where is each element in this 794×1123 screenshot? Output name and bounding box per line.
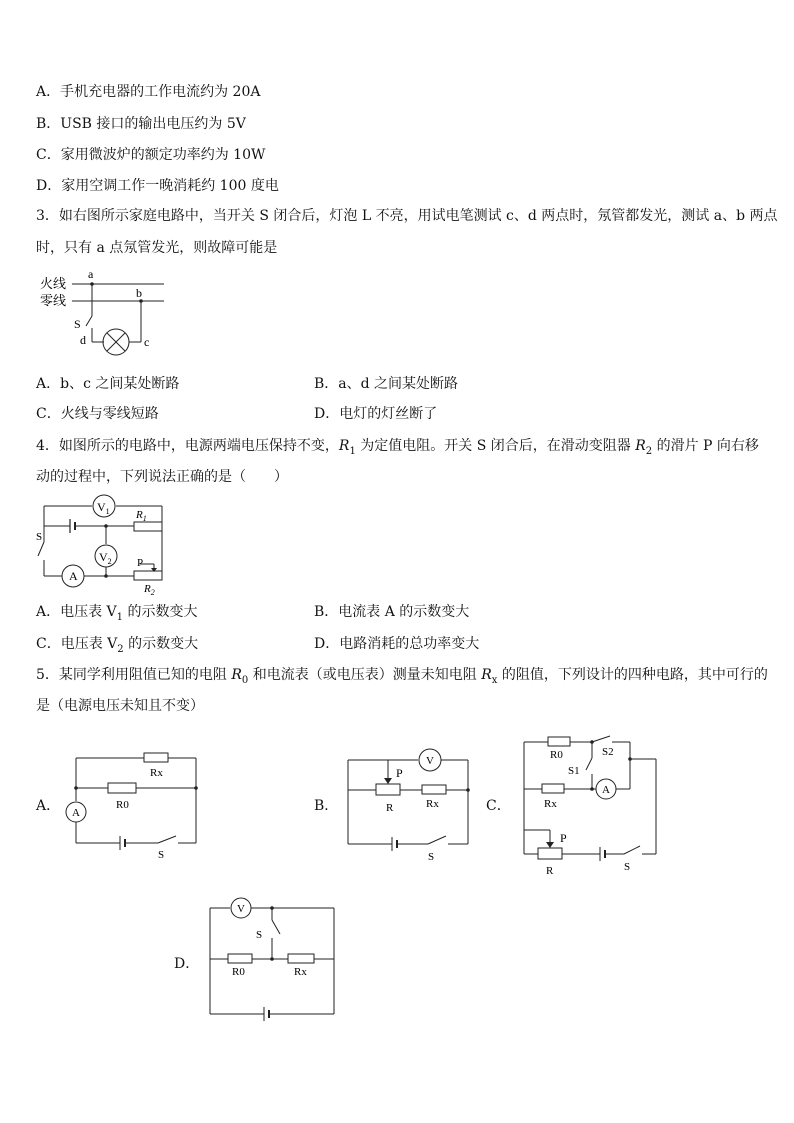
q4-stem-line1: 4．如图所示的电路中，电源两端电压保持不变，$R_1$ 为定值电阻。开关 S 闭合后，在滑动变阻器 $R_2$ 的滑片 P 向右移 <box>36 438 759 457</box>
q4-slider-p: P <box>137 557 144 569</box>
q5c-s2-label: S2 <box>602 746 614 758</box>
switch-s2 <box>592 736 610 742</box>
q5-figure-d-label: D． <box>174 956 200 972</box>
resistor-rx <box>542 784 564 793</box>
q3-point-c: c <box>144 335 150 349</box>
q3-point-a: a <box>88 267 94 281</box>
q3-option-c: C．火线与零线短路 <box>36 406 159 422</box>
q5a-ammeter-label: A <box>72 807 80 819</box>
q5a-r0-label: R0 <box>116 799 129 811</box>
q4-v2-label: V <box>99 550 108 564</box>
q5c-s1-label: S1 <box>568 765 580 777</box>
q3-stem-line1: 3．如右图所示家庭电路中，当开关 S 闭合后，灯泡 L 不亮，用试电笔测试 c、d 两点时，氖管都发光，测试 a、b 两点 <box>36 208 778 224</box>
resistor-rx <box>422 785 446 794</box>
q5b-rx-label: Rx <box>426 798 439 810</box>
q5b-switch-label: S <box>428 851 435 863</box>
switch-s <box>86 316 92 326</box>
switch-s <box>158 836 176 843</box>
q4-v1-sub: 1 <box>105 507 110 516</box>
q5b-slider-p: P <box>396 766 403 780</box>
q5d-voltmeter-label: V <box>237 903 245 915</box>
q5d-r0-label: R0 <box>232 966 245 978</box>
q5d-switch-label: S <box>256 929 263 941</box>
q5a-switch-label: S <box>158 849 165 861</box>
q3-stem-line2: 时，只有 a 点氖管发光，则故障可能是 <box>36 240 278 256</box>
resistor-r0 <box>228 954 252 963</box>
q3-option-a: A．b、c 之间某处断路 <box>36 376 180 392</box>
q5-figure-a-label: A． <box>36 798 61 814</box>
q4-r1-label: R <box>136 509 143 521</box>
q5c-switch-label: S <box>624 861 631 873</box>
q2-option-c: C．家用微波炉的额定功率约为 10W <box>36 147 266 163</box>
q5-figure-c <box>514 734 664 879</box>
q5-figure-b <box>340 744 475 864</box>
svg-text:R1 <box>135 509 147 523</box>
q4-option-d: D．电路消耗的总功率变大 <box>314 636 480 652</box>
q3-switch-label: S <box>74 317 81 331</box>
q3-point-d: d <box>80 333 86 347</box>
switch-s <box>428 836 446 844</box>
q5c-ammeter-label: A <box>602 784 610 796</box>
q4-ammeter-label: A <box>69 569 78 583</box>
q5-figure-c-label: C． <box>486 798 511 814</box>
q3-point-b: b <box>136 286 142 300</box>
q5b-voltmeter-label: V <box>426 755 434 767</box>
svg-text:V2 <box>99 550 112 566</box>
q2-option-b: B．USB 接口的输出电压约为 5V <box>36 116 246 132</box>
q4-v2-sub: 2 <box>107 557 112 566</box>
resistor-r0 <box>108 783 136 793</box>
q5c-r-label: R <box>546 865 554 877</box>
resistor-r2 <box>134 571 162 580</box>
q5c-r0-label: R0 <box>550 749 563 761</box>
q5c-rx-label: Rx <box>544 798 557 810</box>
switch-s <box>624 846 640 854</box>
q4-r2-sub: 2 <box>150 588 155 597</box>
q5-stem-line1: 5．某同学利用阻值已知的电阻 $R_0$ 和电流表（或电压表）测量未知电阻 $R_x$ 的阻值，下列设计的四种电路，其中可行的 <box>36 667 768 686</box>
q3-live-label: 火线 <box>40 276 67 291</box>
q2-option-d: D．家用空调工作一晚消耗约 100 度电 <box>36 178 279 194</box>
q5b-r-label: R <box>386 802 394 814</box>
resistor-r0 <box>548 737 570 746</box>
switch-s <box>272 920 280 934</box>
q4-v1-label: V <box>97 500 106 514</box>
q5d-rx-label: Rx <box>294 966 307 978</box>
q4-circuit-figure <box>34 494 174 598</box>
q4-option-c: C．电压表 $V_2$ 的示数变大 <box>36 636 199 655</box>
resistor-rx <box>288 954 314 963</box>
q5a-rx-label: Rx <box>150 767 163 779</box>
q3-option-b: B．a、d 之间某处断路 <box>314 376 459 392</box>
rheostat-r <box>538 848 562 859</box>
q4-option-b: B．电流表 A 的示数变大 <box>314 604 470 620</box>
q4-option-a: A．电压表 $V_1$ 的示数变大 <box>36 604 198 623</box>
switch-s1 <box>586 758 592 770</box>
q3-neutral-label: 零线 <box>40 293 67 308</box>
q4-stem-line2: 动的过程中，下列说法正确的是（ ） <box>36 469 288 485</box>
switch-s <box>38 542 44 556</box>
q5-figure-d <box>202 894 342 1026</box>
q3-option-d: D．电灯的灯丝断了 <box>314 406 438 422</box>
svg-text:V1 <box>97 500 110 516</box>
q5c-slider-p: P <box>560 831 567 845</box>
q2-option-a: A．手机充电器的工作电流约为 20A <box>36 84 261 100</box>
q5-figure-a <box>64 748 206 860</box>
q5-figure-b-label: B． <box>314 798 339 814</box>
q3-circuit-figure <box>36 264 176 364</box>
svg-text:R2 <box>143 583 155 597</box>
resistor-r1 <box>134 522 162 531</box>
resistor-rx <box>144 753 168 762</box>
q5-stem-line2: 是（电源电压未知且不变） <box>36 698 204 714</box>
q4-switch-label: S <box>36 531 43 543</box>
q4-r1-sub: 1 <box>142 514 147 523</box>
q4-r2-label: R <box>144 583 151 595</box>
rheostat-r <box>376 784 400 795</box>
